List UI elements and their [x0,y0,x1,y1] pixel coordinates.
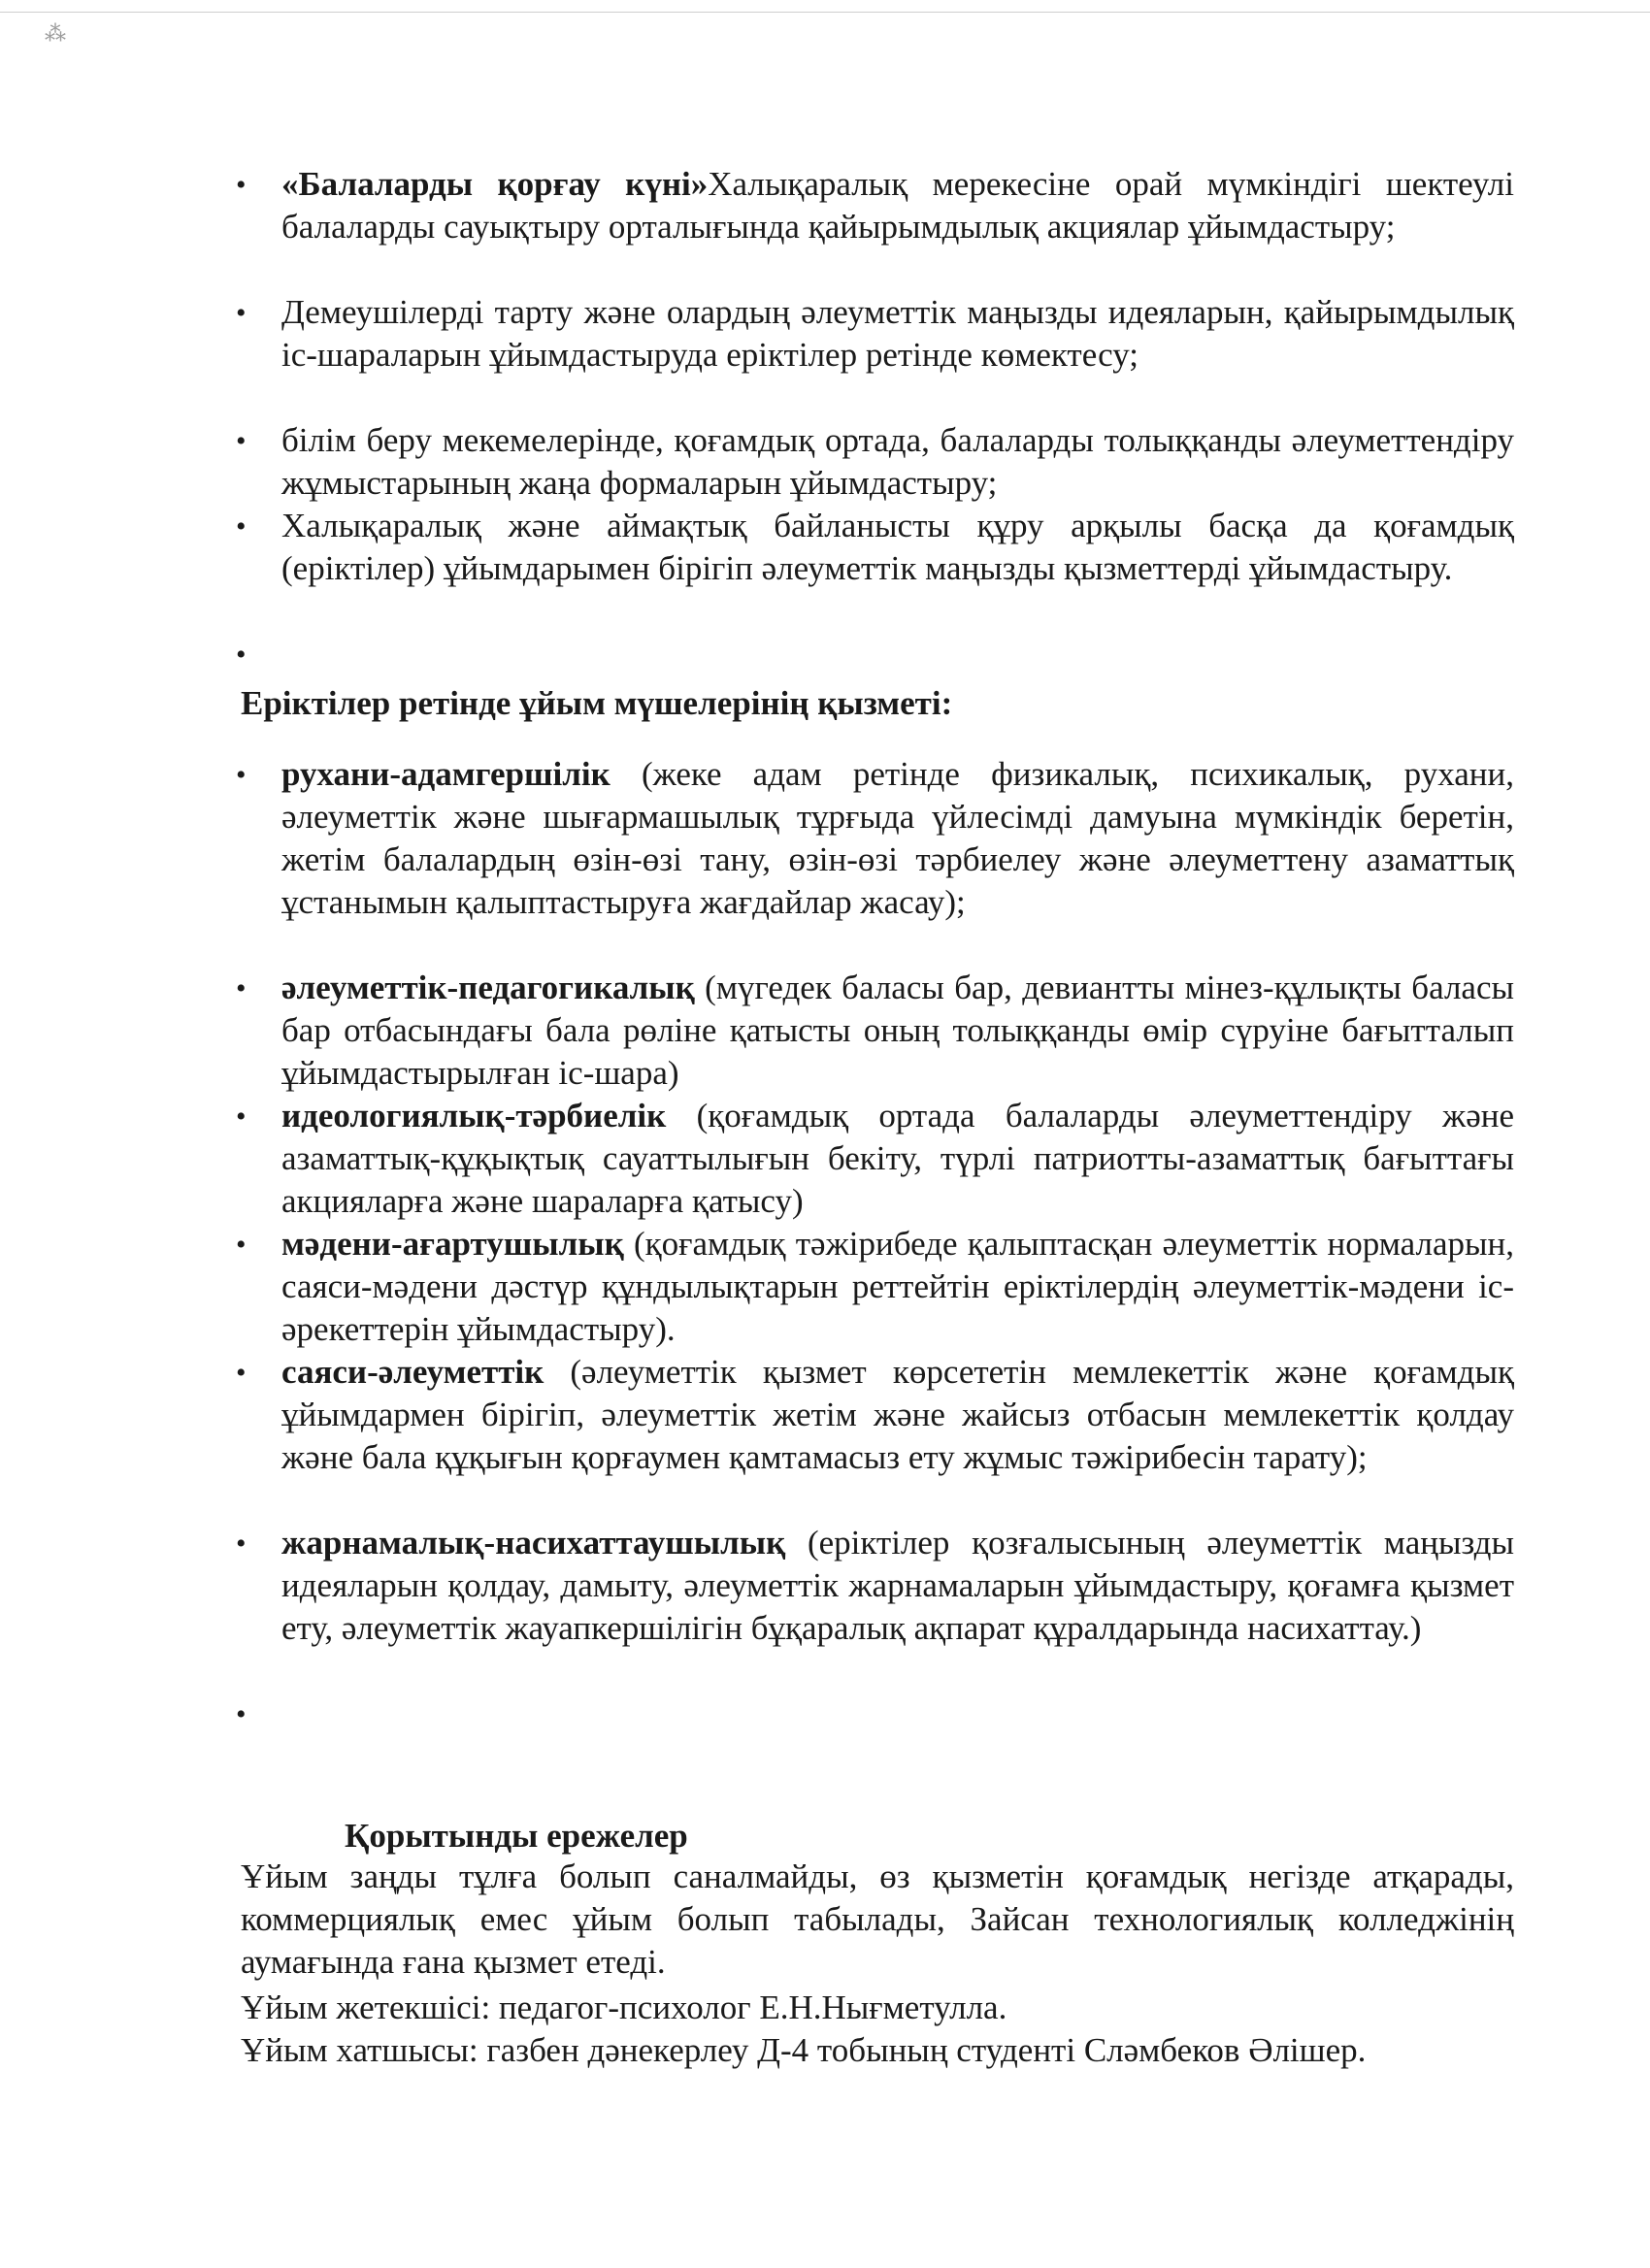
list-item-empty [281,1693,1514,1735]
leader-line: Ұйым жетекшісі: педагог-психолог Е.Н.Нығметулла. [241,1989,1007,2026]
functions-list [281,753,1514,1735]
item-bold: әлеуметтік-педагогикалық [281,969,706,1006]
list-item [281,753,1514,967]
item-bold: «Балаларды қорғау күні» [281,165,709,203]
list-item [281,1522,1514,1693]
section-heading: Еріктілер ретінде ұйым мүшелерінің қызметі: [241,684,953,722]
activities-list [281,163,1514,675]
conclusion-heading: Қорытынды ережелер [345,1817,688,1855]
list-item-empty [281,633,1514,675]
list-item [281,967,1514,1095]
secretary-line: Ұйым хатшысы: газбен дәнекерлеу Д-4 тобының студенті Сләмбеков Әлішер. [241,2031,1367,2069]
item-bold: идеологиялық-тәрбиелік [281,1097,697,1134]
scan-edge-line [0,12,1650,13]
item-bold: рухани-адамгершілік [281,755,642,793]
item-text: (қоғамдық тәжірибеде қалыптасқан әлеуметтік нормаларын, саяси-мәдени дәстүр құндылықтарын реттейтін еріктілердің әлеуметтік-мәдени іс-әрекеттерін ұйымдастыру). [281,1225,1514,1348]
item-text: (еріктілер қозғалысының әлеуметтік маңызды идеяларын қолдау, дамыту, әлеуметтік жарнамаларын ұйымдастыру, қоғамға қызмет ету, әлеуметтік жауапкершілігін бұқаралық ақпарат құралдарында насихаттау.) [281,1524,1514,1647]
list-item [281,291,1514,419]
conclusion-paragraph: Ұйым заңды тұлға болып саналмайды, өз қызметін қоғамдық негізде атқарады, коммерциялық емес ұйым болып табылады, Зайсан технологиялық колледжінің аумағында ғана қызмет етеді. [241,1857,1514,1981]
item-text: Халықаралық мерекесіне орай мүмкіндігі шектеулі балаларды сауықтыру орталығында қайырымдылық акциялар ұйымдастыру; [281,165,1514,246]
item-text: (жеке адам ретінде физикалық, психикалық, рухани, әлеуметтік және шығармашылық тұрғыда үйлесімді дамуына мүмкіндік беретін, жетім балалардың өзін-өзі тану, өзін-өзі тәрбиелеу және әлеуметтену азаматтық ұстанымын қалыптастыруға жағдайлар жасау); [281,755,1514,921]
item-bold: саяси-әлеуметтік [281,1353,571,1391]
item-text: (мүгедек баласы бар, девиантты мінез-құлықты баласы бар отбасындағы бала рөліне қатысты оның толыққанды өмір сүруіне бағытталып ұйымдастырылған іс-шара) [281,969,1515,1092]
list-item [281,1223,1514,1351]
item-text: (қоғамдық ортада балаларды әлеуметтендіру және азаматтық-құқықтық сауаттылығын бекіту, түрлі патриотты-азаматтық бағыттағы акцияларға және шараларға қатысу) [281,1097,1515,1220]
item-text: Демеушілерді тарту және олардың әлеуметтік маңызды идеяларын, қайырымдылық іс-шараларын ұйымдастыруда еріктілер ретінде көмектесу; [281,293,1514,374]
list-item [281,163,1514,291]
list-item [281,1351,1514,1522]
list-item [281,1095,1514,1223]
item-text: білім беру мекемелерінде, қоғамдық ортада, балаларды толыққанды әлеуметтендіру жұмыстарының жаңа формаларын ұйымдастыру; [281,421,1514,502]
item-bold: жарнамалық-насихаттаушылық [281,1524,786,1561]
item-text: (әлеуметтік қызмет көрсететін мемлекеттік және қоғамдық ұйымдармен бірігіп, әлеуметтік жетім және жайсыз отбасын мемлекеттік қолдау және бала құқығын қорғаумен қамтамасыз ету жұмыс тәжірибесін тарату); [281,1353,1514,1476]
item-text: Халықаралық және аймақтық байланысты құру арқылы басқа да қоғамдық (еріктілер) ұйымдарымен бірігіп әлеуметтік маңызды қызметтерді ұйымдастыру. [281,507,1514,587]
list-item [281,505,1514,633]
item-bold: мәдени-ағартушылық [281,1225,634,1263]
list-item [281,419,1514,505]
scan-mark-icon: ⁂ [45,21,66,46]
